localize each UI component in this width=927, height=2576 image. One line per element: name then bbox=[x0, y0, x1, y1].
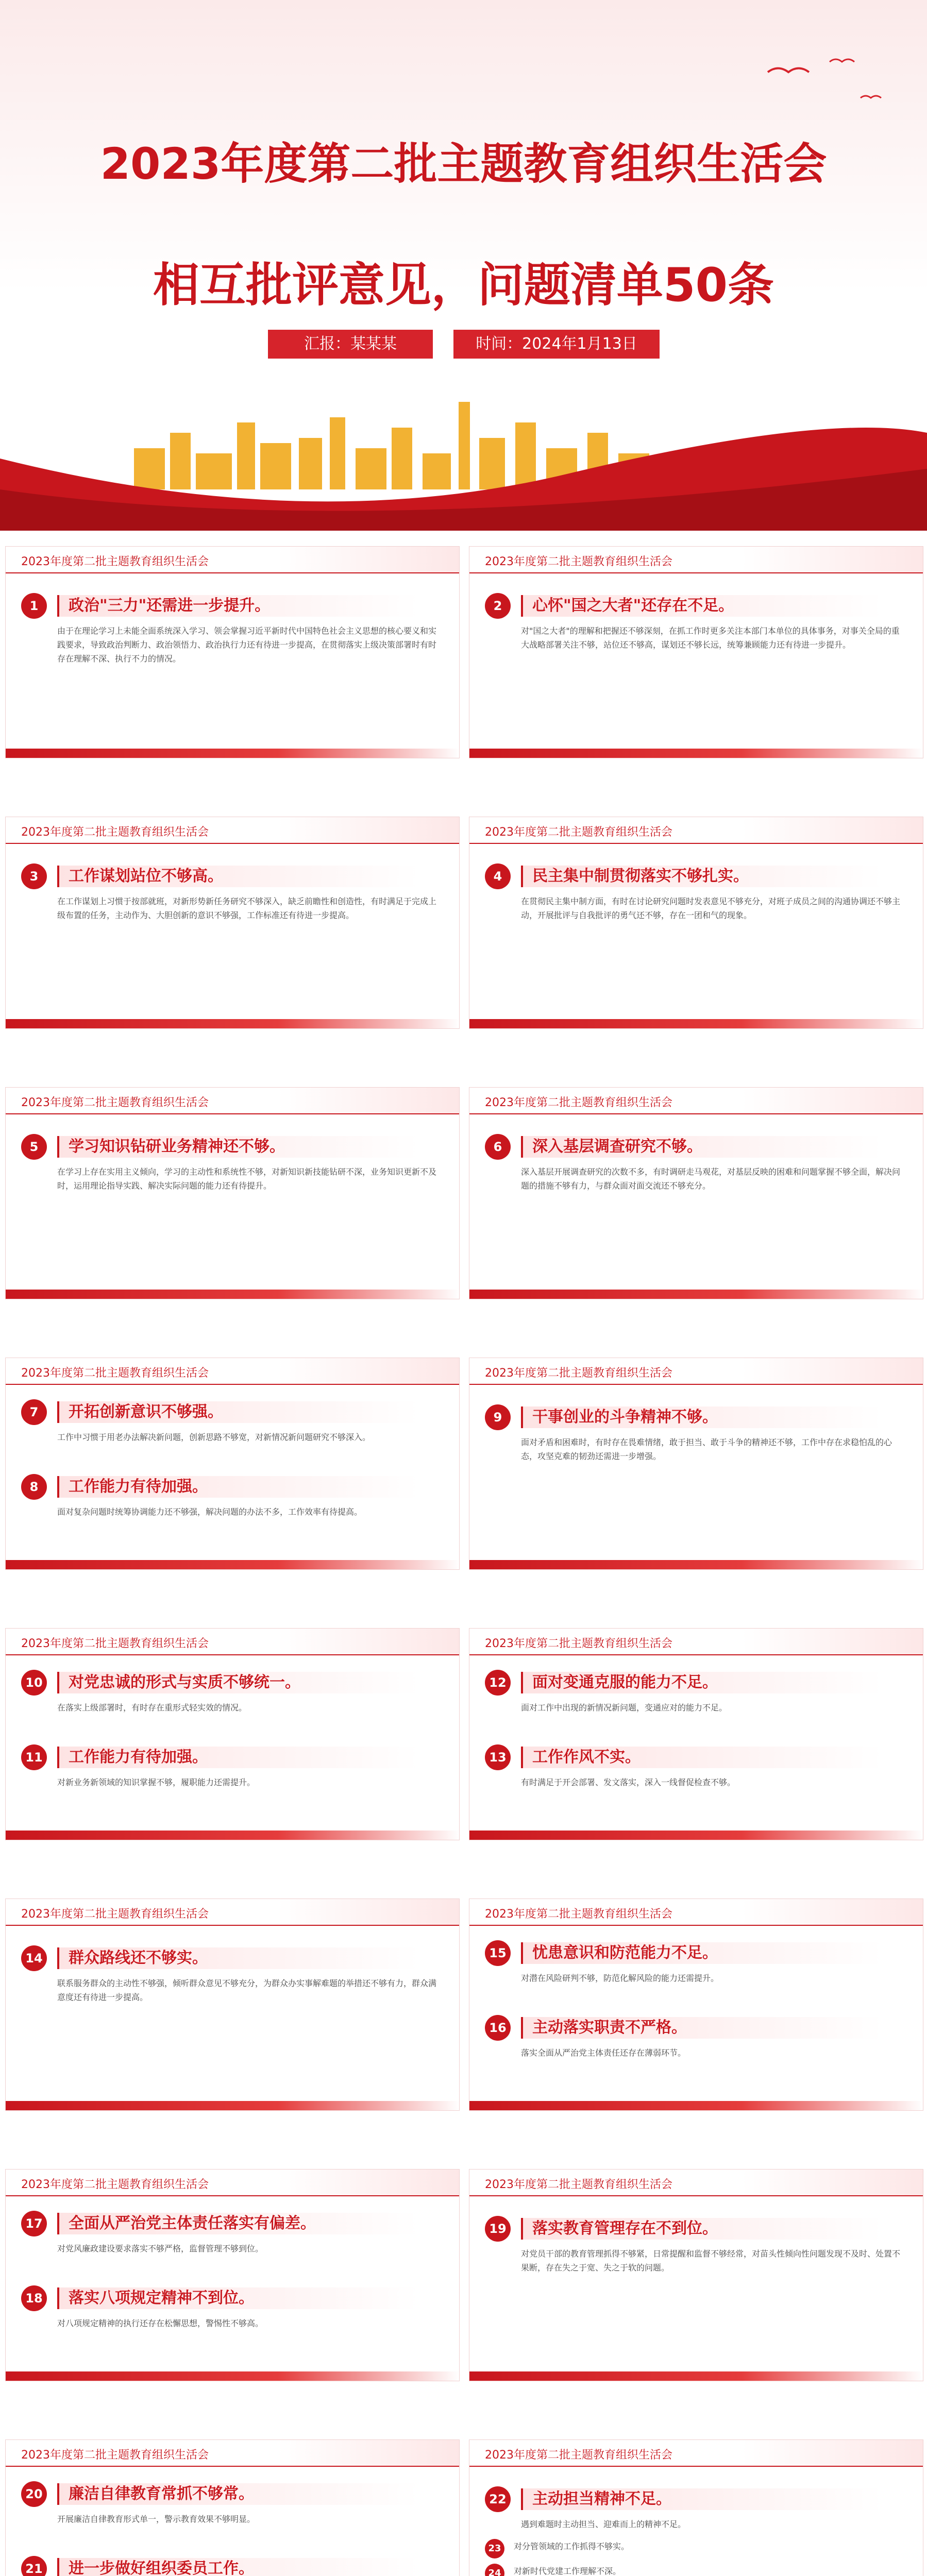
number-badge: 23 bbox=[485, 2539, 504, 2558]
slide-footer bbox=[469, 1290, 923, 1299]
slide-label: 2023年度第二批主题教育组织生活会 bbox=[485, 1637, 672, 1650]
slide-header bbox=[469, 1358, 923, 1385]
problem-text: 有时满足于开会部署、发文落实，深入一线督促检查不够。 bbox=[521, 1777, 736, 1787]
problem-title: 全面从严治党主体责任落实有偏差。 bbox=[57, 2213, 419, 2234]
problem-text: 深入基层开展调查研究的次数不多，有时调研走马观花，对基层反映的困难和问题掌握不够全面，解决问题的措施不够有力，与群众面对面交流还不够充分。 bbox=[521, 1167, 901, 1191]
number-badge: 6 bbox=[485, 1134, 511, 1160]
problem-title: 工作能力有待加强。 bbox=[57, 1476, 419, 1498]
slide-label: 2023年度第二批主题教育组织生活会 bbox=[21, 1637, 209, 1650]
slide-label: 2023年度第二批主题教育组织生活会 bbox=[485, 826, 672, 839]
slide-card bbox=[5, 546, 460, 758]
slide-label: 2023年度第二批主题教育组织生活会 bbox=[485, 1367, 672, 1380]
number-badge: 16 bbox=[485, 2015, 511, 2041]
number-badge: 7 bbox=[21, 1399, 47, 1425]
slide-header bbox=[6, 1088, 459, 1114]
slide-footer bbox=[6, 1019, 459, 1028]
number-badge: 17 bbox=[21, 2211, 47, 2236]
slide-card bbox=[469, 2169, 923, 2381]
problem-title: 对党忠诚的形式与实质不够统一。 bbox=[57, 1672, 419, 1693]
slide-card bbox=[5, 1358, 460, 1570]
slide-footer bbox=[469, 2101, 923, 2110]
problem-text: 对党员干部的教育管理抓得不够紧，日常提醒和监督不够经常，对苗头性倾向性问题发现不及时、处置不果断，存在失之于宽、失之于软的问题。 bbox=[521, 2249, 901, 2273]
point-list bbox=[485, 2538, 907, 2576]
red-ribbon-skyline bbox=[0, 371, 927, 531]
slide-label: 2023年度第二批主题教育组织生活会 bbox=[21, 1096, 209, 1109]
slide-footer bbox=[469, 1560, 923, 1569]
problem-title: 工作谋划站位不够高。 bbox=[57, 866, 419, 887]
problem-text: 开展廉洁自律教育形式单一，警示教育效果不够明显。 bbox=[57, 2514, 256, 2524]
problem-title: 面对变通克服的能力不足。 bbox=[521, 1672, 883, 1693]
problem-text: 工作中习惯于用老办法解决新问题，创新思路不够宽，对新情况新问题研究不够深入。 bbox=[57, 1432, 371, 1442]
slide-card bbox=[469, 1358, 923, 1570]
cover-title: 2023年度第二批主题教育组织生活会 bbox=[100, 139, 827, 189]
slide-card bbox=[469, 817, 923, 1029]
problem-text: 在学习上存在实用主义倾向，学习的主动性和系统性不够，对新知识新技能钻研不深，业务知识更新不及时，运用理论指导实践、解决实际问题的能力还有待提升。 bbox=[57, 1167, 437, 1191]
slide-footer bbox=[469, 749, 923, 758]
reporter-label: 汇报：某某某 bbox=[268, 330, 433, 359]
slide-card bbox=[5, 2169, 460, 2381]
slide-footer bbox=[469, 1019, 923, 1028]
number-badge: 9 bbox=[485, 1404, 511, 1430]
number-badge: 5 bbox=[21, 1134, 47, 1160]
slide-header bbox=[6, 1358, 459, 1385]
number-badge: 4 bbox=[485, 863, 511, 889]
problem-title: 心怀"国之大者"还存在不足。 bbox=[521, 595, 883, 617]
problem-text: 对八项规定精神的执行还存在松懈思想，警惕性不够高。 bbox=[57, 2318, 264, 2328]
slide-card bbox=[469, 1899, 923, 2111]
problem-title: 进一步做好组织委员工作。 bbox=[57, 2558, 419, 2576]
problem-text: 面对工作中出现的新情况新问题，变通应对的能力不足。 bbox=[521, 1703, 728, 1713]
problem-title: 学习知识钻研业务精神还不够。 bbox=[57, 1136, 419, 1158]
problem-text: 面对矛盾和困难时，有时存在畏难情绪，敢于担当、敢于斗争的精神还不够，工作中存在求稳怕乱的心态，攻坚克难的韧劲还需进一步增强。 bbox=[521, 1437, 892, 1461]
problem-title: 主动担当精神不足。 bbox=[521, 2488, 883, 2510]
number-badge: 14 bbox=[21, 1945, 47, 1971]
slide-label: 2023年度第二批主题教育组织生活会 bbox=[21, 1908, 209, 1921]
problem-title: 忧患意识和防范能力不足。 bbox=[521, 1942, 883, 1964]
cover-slide bbox=[0, 0, 927, 531]
slide-footer bbox=[6, 2101, 459, 2110]
problem-title: 落实八项规定精神不到位。 bbox=[57, 2287, 419, 2309]
slide-header bbox=[469, 2170, 923, 2196]
list-item bbox=[485, 2563, 907, 2576]
slide-header bbox=[469, 1899, 923, 1926]
number-badge: 24 bbox=[485, 2564, 504, 2576]
number-badge: 10 bbox=[21, 1670, 47, 1696]
slide-header bbox=[6, 2170, 459, 2196]
number-badge: 3 bbox=[21, 863, 47, 889]
problem-title: 工作作风不实。 bbox=[521, 1747, 883, 1768]
problem-text: 由于在理论学习上未能全面系统深入学习、领会掌握习近平新时代中国特色社会主义思想的核心要义和实践要求，导致政治判断力、政治领悟力、政治执行力还有待进一步提高，在贯彻落实上级决策部署时有时存在理解不深、执行不力的情况。 bbox=[57, 626, 437, 664]
point-text: 对分管领域的工作抓得不够实。 bbox=[514, 2541, 630, 2551]
slide-header bbox=[469, 1088, 923, 1114]
slide-card bbox=[469, 546, 923, 758]
cover-subtitle: 相互批评意见，问题清单50条 bbox=[153, 258, 774, 312]
slide-header bbox=[6, 2440, 459, 2467]
slide-footer bbox=[469, 1831, 923, 1840]
slide-footer bbox=[6, 2371, 459, 2381]
number-badge: 18 bbox=[21, 2285, 47, 2311]
problem-text: 在贯彻民主集中制方面，有时在讨论研究问题时发表意见不够充分，对班子成员之间的沟通协调还不够主动，开展批评与自我批评的勇气还不够，存在一团和气的现象。 bbox=[521, 896, 901, 920]
number-badge: 12 bbox=[485, 1670, 511, 1696]
slide-card bbox=[5, 1628, 460, 1840]
problem-text: 落实全面从严治党主体责任还存在薄弱环节。 bbox=[521, 2048, 686, 2058]
problem-title: 群众路线还不够实。 bbox=[57, 1947, 419, 1969]
birds-icon bbox=[763, 52, 897, 124]
number-badge: 20 bbox=[21, 2481, 47, 2507]
problem-title: 干事创业的斗争精神不够。 bbox=[521, 1406, 883, 1428]
problem-text: 在工作谋划上习惯于按部就班，对新形势新任务研究不够深入，缺乏前瞻性和创造性，有时满足于完成上级布置的任务，主动作为、大胆创新的意识不够强，工作标准还有待进一步提高。 bbox=[57, 896, 437, 920]
slide-card bbox=[5, 2439, 460, 2576]
time-label: 时间：2024年1月13日 bbox=[453, 330, 660, 359]
problem-text: 对新业务新领域的知识掌握不够，履职能力还需提升。 bbox=[57, 1777, 256, 1787]
number-badge: 1 bbox=[21, 593, 47, 619]
slide-card bbox=[469, 1087, 923, 1299]
slide-footer bbox=[6, 1560, 459, 1569]
slide-header bbox=[6, 547, 459, 573]
number-badge: 2 bbox=[485, 593, 511, 619]
problem-title: 政治"三力"还需进一步提升。 bbox=[57, 595, 419, 617]
problem-title: 民主集中制贯彻落实不够扎实。 bbox=[521, 866, 883, 887]
number-badge: 21 bbox=[21, 2556, 47, 2576]
slide-header bbox=[469, 2440, 923, 2467]
slide-footer bbox=[6, 1831, 459, 1840]
number-badge: 8 bbox=[21, 1474, 47, 1500]
problem-title: 落实教育管理存在不到位。 bbox=[521, 2218, 883, 2240]
slide-label: 2023年度第二批主题教育组织生活会 bbox=[485, 1096, 672, 1109]
slide-label: 2023年度第二批主题教育组织生活会 bbox=[21, 826, 209, 839]
problem-title: 廉洁自律教育常抓不够常。 bbox=[57, 2483, 419, 2505]
slide-label: 2023年度第二批主题教育组织生活会 bbox=[485, 2449, 672, 2462]
slide-label: 2023年度第二批主题教育组织生活会 bbox=[485, 2178, 672, 2191]
slide-card bbox=[5, 817, 460, 1029]
problem-text: 联系服务群众的主动性不够强，倾听群众意见不够充分，为群众办实事解难题的举措还不够有力，群众满意度还有待进一步提高。 bbox=[57, 1978, 437, 2002]
number-badge: 19 bbox=[485, 2216, 511, 2242]
point-text: 对新时代党建工作理解不深。 bbox=[514, 2566, 621, 2576]
problem-text: 对潜在风险研判不够，防范化解风险的能力还需提升。 bbox=[521, 1973, 719, 1983]
slide-label: 2023年度第二批主题教育组织生活会 bbox=[21, 555, 209, 568]
problem-text: 对党风廉政建设要求落实不够严格，监督管理不够到位。 bbox=[57, 2244, 264, 2253]
slide-label: 2023年度第二批主题教育组织生活会 bbox=[485, 1908, 672, 1921]
slide-label: 2023年度第二批主题教育组织生活会 bbox=[485, 555, 672, 568]
problem-title: 深入基层调查研究不够。 bbox=[521, 1136, 883, 1158]
slide-label: 2023年度第二批主题教育组织生活会 bbox=[21, 2449, 209, 2462]
problem-text: 在落实上级部署时，有时存在重形式轻实效的情况。 bbox=[57, 1703, 247, 1713]
slide-label: 2023年度第二批主题教育组织生活会 bbox=[21, 2178, 209, 2191]
slide-card bbox=[469, 1628, 923, 1840]
list-item bbox=[485, 2538, 907, 2563]
problem-title: 工作能力有待加强。 bbox=[57, 1747, 419, 1768]
problem-text: 对"国之大者"的理解和把握还不够深刻，在抓工作时更多关注本部门本单位的具体事务，对事关全局的重大战略部署关注不够，站位还不够高，谋划还不够长远，统筹兼顾能力还有待进一步提升。 bbox=[521, 626, 900, 650]
slide-header bbox=[6, 817, 459, 844]
slide-header bbox=[469, 817, 923, 844]
number-badge: 15 bbox=[485, 1940, 511, 1966]
slide-card bbox=[469, 2439, 923, 2576]
slide-footer bbox=[469, 2371, 923, 2381]
slide-footer bbox=[6, 749, 459, 758]
number-badge: 22 bbox=[485, 2486, 511, 2512]
slide-header bbox=[469, 1629, 923, 1655]
slide-header bbox=[6, 1899, 459, 1926]
slide-label: 2023年度第二批主题教育组织生活会 bbox=[21, 1367, 209, 1380]
problem-text: 遇到难题时主动担当、迎难而上的精神不足。 bbox=[521, 2519, 686, 2529]
slide-header bbox=[469, 547, 923, 573]
problem-title: 开拓创新意识不够强。 bbox=[57, 1401, 419, 1423]
slide-header bbox=[6, 1629, 459, 1655]
slide-card bbox=[5, 1087, 460, 1299]
number-badge: 13 bbox=[485, 1744, 511, 1770]
slide-card bbox=[5, 1899, 460, 2111]
slide-footer bbox=[6, 1290, 459, 1299]
number-badge: 11 bbox=[21, 1744, 47, 1770]
problem-text: 面对复杂问题时统筹协调能力还不够强，解决问题的办法不多，工作效率有待提高。 bbox=[57, 1507, 363, 1517]
problem-title: 主动落实职责不严格。 bbox=[521, 2017, 883, 2039]
